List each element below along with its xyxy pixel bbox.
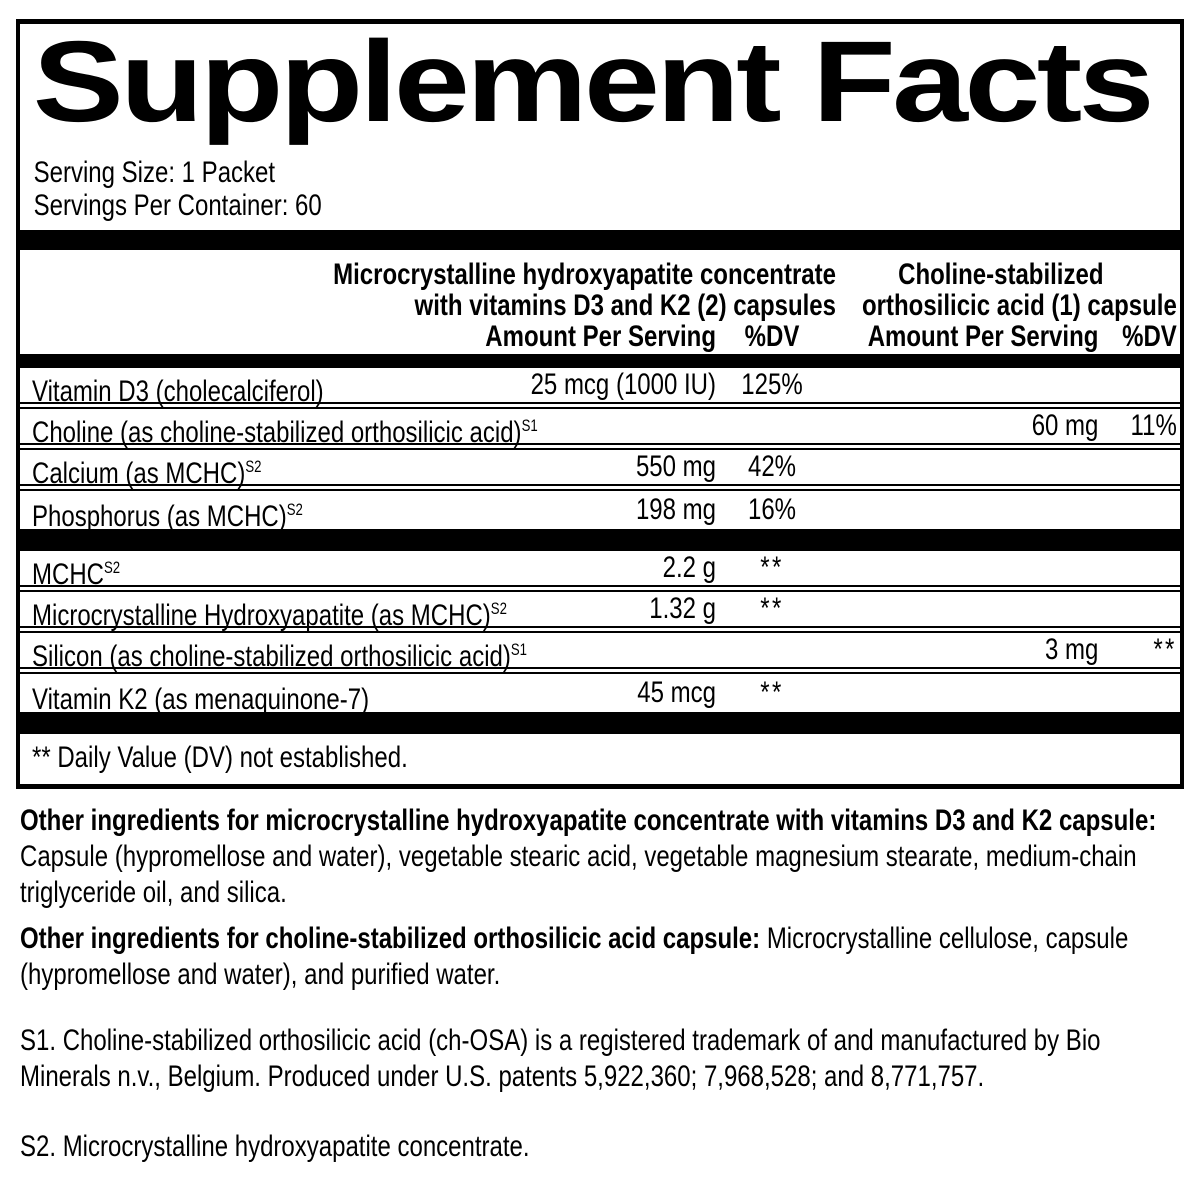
group1-title-line1: Microcrystalline hydroxyapatite concentrate xyxy=(333,258,836,291)
other-ingredients-2 xyxy=(20,921,1180,993)
serving-size: Serving Size: 1 Packet xyxy=(33,156,276,189)
nutrient-name: Phosphorus (as MCHC)$^{S2}$ xyxy=(32,500,303,533)
footnote-marker: S2 xyxy=(286,501,303,519)
other-ingredients-2-text: Microcrystalline cellulose, capsule (hypromellose and water), and purified water. xyxy=(20,922,1129,991)
footnote-marker: S2 xyxy=(490,600,507,618)
amount-group2: 60 mg xyxy=(1031,409,1099,442)
group1-dv-header: %DV xyxy=(744,320,800,353)
amount-group1: 45 mcg xyxy=(637,676,716,709)
amount-group2: 3 mg xyxy=(1045,633,1099,666)
footnote-marker: S1 xyxy=(510,641,528,659)
nutrient-name: Calcium (as MCHC)$^{S2}$ xyxy=(32,457,262,490)
footnote-marker: S2 xyxy=(104,559,121,577)
amount-group1: 550 mg xyxy=(635,450,716,483)
group2-title-line1: Choline-stabilized xyxy=(898,258,1104,291)
servings-per-container: Servings Per Container: 60 xyxy=(33,189,322,222)
row-choline xyxy=(20,409,1180,450)
group2-title-line2: orthosilicic acid (1) capsule xyxy=(862,289,1177,322)
serving-info xyxy=(34,156,1180,222)
column-headers xyxy=(20,250,1180,354)
other-ingredients-2-lead: Other ingredients for choline-stabilized orthosilicic acid capsule: xyxy=(20,922,761,955)
row-vitamin-d3 xyxy=(20,368,1180,409)
supplement-facts-panel xyxy=(16,19,1184,789)
nutrient-name: Microcrystalline Hydroxyapatite (as MCHC)$^{S2}$ xyxy=(32,599,507,632)
row-mchc xyxy=(20,551,1180,592)
dv-group1: ** xyxy=(760,592,784,625)
footnote-s1: S1. Choline-stabilized orthosilicic acid (ch-OSA) is a registered trademark of and manufactured by Bio Minerals n.v., Belgium. Produced under U.S. patents 5,922,360; 7,968,528; and 8,771,757. xyxy=(20,1024,1101,1093)
row-micro-hydroxyapatite xyxy=(20,592,1180,633)
other-ingredients-1-lead: Other ingredients for microcrystalline hydroxyapatite concentrate with vitamins D3 and K2 capsule: xyxy=(20,804,1157,837)
group1-amount-header: Amount Per Serving xyxy=(485,320,716,353)
nutrient-name: Choline (as choline-stabilized orthosilicic acid)$^{S1}$ xyxy=(32,416,538,449)
below-panel-text xyxy=(20,803,1180,1165)
nutrient-name: $MCHC^{S2}$ xyxy=(32,558,121,591)
footnote-s2: S2. Microcrystalline hydroxyapatite concentrate. xyxy=(20,1130,530,1163)
nutrient-name: Vitamin K2 (as menaquinone-7) xyxy=(32,683,370,716)
other-ingredients-1-text: Capsule (hypromellose and water), vegetable stearic acid, vegetable magnesium stearate, medium-chain triglyceride oil, and silica. xyxy=(20,840,1137,909)
separator-bar-top xyxy=(20,230,1180,250)
dv-group2: 11% xyxy=(1130,409,1177,442)
dv-group2: ** xyxy=(1153,633,1177,666)
supplement-facts-page xyxy=(0,19,1200,1165)
nutrient-name: Vitamin D3 (cholecalciferol) xyxy=(32,375,324,408)
row-silicon xyxy=(20,633,1180,674)
row-calcium xyxy=(20,450,1180,491)
daily-value-footnote: ** Daily Value (DV) not established. xyxy=(32,741,408,774)
amount-group1: 1.32 g xyxy=(649,592,716,625)
dv-group1: ** xyxy=(760,551,784,584)
dv-group1: 16% xyxy=(747,493,797,526)
nutrient-table xyxy=(20,368,1180,784)
amount-group1: 2.2 g xyxy=(662,551,716,584)
dv-group1: 42% xyxy=(747,450,797,483)
group1-title-line2: with vitamins D3 and K2 (2) capsules xyxy=(414,289,836,322)
other-ingredients-1 xyxy=(20,803,1180,911)
footnote-marker: S1 xyxy=(521,417,538,435)
group2-amount-header: Amount Per Serving xyxy=(867,320,1099,353)
dv-group1: ** xyxy=(760,676,784,709)
separator-bar-subheader xyxy=(20,354,1180,368)
group2-dv-header: %DV xyxy=(1122,320,1177,353)
amount-group1: 25 mcg (1000 IU) xyxy=(530,368,716,401)
panel-title: Supplement Facts xyxy=(32,18,1151,146)
amount-group1: 198 mg xyxy=(635,493,716,526)
row-phosphorus xyxy=(20,491,1180,533)
footnote-marker: S2 xyxy=(245,458,262,476)
nutrient-name: Silicon (as choline-stabilized orthosilicic acid)$^{S1}$ xyxy=(32,640,528,673)
panel-title-wrap xyxy=(32,18,1180,146)
dv-group1: 125% xyxy=(741,368,803,401)
row-vitamin-k2 xyxy=(20,674,1180,716)
